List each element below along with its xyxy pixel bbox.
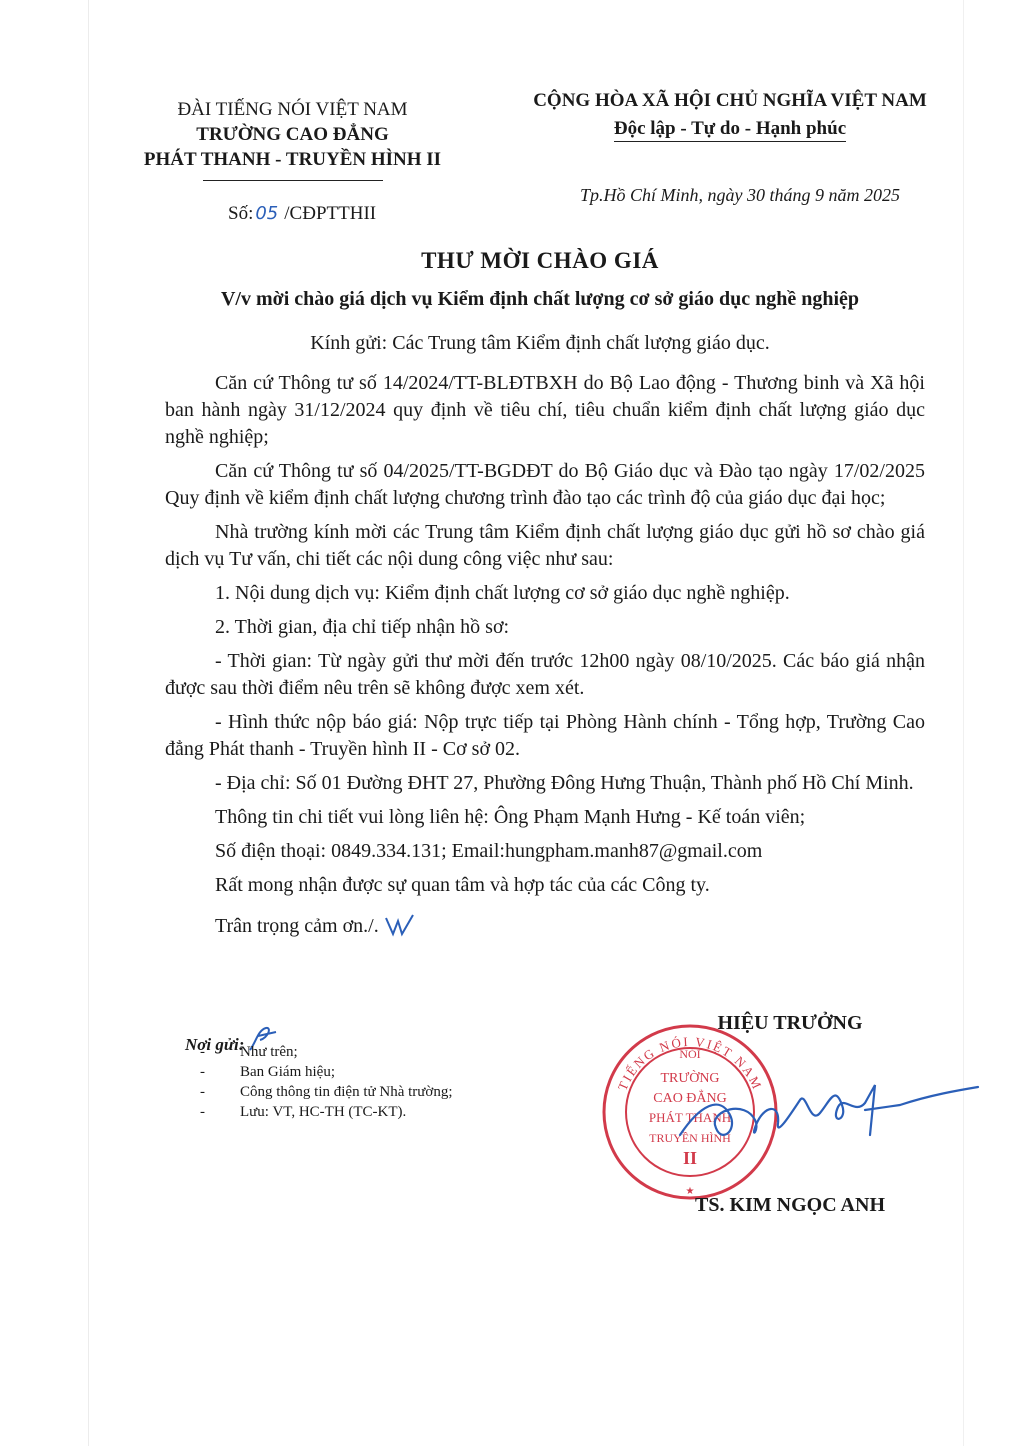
issuer-school-line2: PHÁT THANH - TRUYỀN HÌNH II: [143, 149, 442, 170]
stamp-line: II: [682, 1148, 698, 1168]
stamp-line: CAO ĐẲNG: [653, 1091, 727, 1106]
phone-email-line: Số điện thoại: 0849.334.131; Email:hungpham.manh87@gmail.com: [215, 840, 763, 862]
stamp-line: TRUYỀN HÌNH: [649, 1131, 731, 1145]
initial-mark-icon: [383, 912, 417, 938]
document-title: THƯ MỜI CHÀO GIÁ: [421, 248, 659, 273]
stamp-line: TRƯỜNG: [660, 1071, 720, 1086]
document-number-prefix: Số:: [228, 203, 254, 224]
page-edge-left: [88, 0, 89, 1446]
document-subject: V/v mời chào giá dịch vụ Kiểm định chất lượng cơ sở giáo dục nghề nghiệp: [220, 288, 860, 310]
date-line: Tp.Hồ Chí Minh, ngày 30 tháng 9 năm 2025: [579, 185, 900, 205]
national-header: [500, 87, 960, 143]
page-edge-right: [963, 0, 964, 1446]
body-detail: - Hình thức nộp báo giá: Nộp trực tiếp tại Phòng Hành chính - Tổng hợp, Trường Cao đẳng Phát thanh - Truyền hình II - Cơ sở 02.: [165, 711, 925, 760]
stamp-line: PHÁT THANH: [648, 1110, 732, 1125]
body-item: 2. Thời gian, địa chỉ tiếp nhận hồ sơ:: [215, 616, 510, 638]
stamp-ring-text: TIẾNG NÓI VIỆT NAM: [614, 1034, 766, 1093]
body-paragraph: Căn cứ Thông tư số 04/2025/TT-BGDĐT do Bộ Giáo dục và Đào tạo ngày 17/02/2025 Quy định về kiểm định chất lượng chương trình đào tạo các trình độ của giáo dục đại học;: [165, 460, 925, 509]
document-number: [228, 203, 376, 225]
thanks-line: Trân trọng cảm ơn./.: [165, 906, 925, 940]
handwritten-signature: [660, 1065, 980, 1165]
issuer-header: [130, 97, 455, 181]
body-item: 1. Nội dung dịch vụ: Kiểm định chất lượng cơ sở giáo dục nghề nghiệp.: [215, 582, 790, 604]
document-number-value: 05: [255, 203, 279, 224]
recipients-label: Nơi gửi:: [185, 1020, 280, 1055]
body-paragraph: Căn cứ Thông tư số 14/2024/TT-BLĐTBXH do Bộ Lao động - Thương binh và Xã hội ban hành ngày 31/12/2024 quy định về tiêu chí, tiêu chuẩn kiểm định chất lượng giáo dục nghề nghiệp;: [165, 372, 925, 448]
issuer-school-line1: TRƯỜNG CAO ĐẲNG: [196, 124, 389, 145]
signer-title: HIỆU TRƯỞNG: [717, 1012, 863, 1034]
recipient-item: - Công thông tin điện tử Nhà trường;: [200, 1082, 453, 1102]
issuer-parent: ĐÀI TIẾNG NÓI VIỆT NAM: [177, 99, 408, 120]
document-number-suffix: /CĐPTTHII: [284, 203, 377, 224]
body-detail: - Thời gian: Từ ngày gửi thư mời đến trước 12h00 ngày 08/10/2025. Các báo giá nhận được sau thời điểm nêu trên sẽ không được xem xét.: [165, 650, 925, 699]
recipient-item: - Ban Giám hiệu;: [200, 1062, 453, 1082]
body-paragraph: Nhà trường kính mời các Trung tâm Kiểm định chất lượng giáo dục gửi hồ sơ chào giá dịch vụ Tư vấn, chi tiết các nội dung công việc như sau:: [165, 521, 925, 570]
recipients-list: [200, 1042, 453, 1122]
national-motto: Độc lập - Tự do - Hạnh phúc: [614, 117, 846, 142]
closing-line: Rất mong nhận được sự quan tâm và hợp tác của các Công ty.: [215, 874, 710, 896]
svg-text:★: ★: [685, 1186, 695, 1197]
signer-name: TS. KIM NGỌC ANH: [694, 1194, 886, 1216]
contact-line: Thông tin chi tiết vui lòng liên hệ: Ông Phạm Mạnh Hưng - Kế toán viên;: [215, 806, 806, 828]
document-body: [165, 370, 925, 947]
recipient-item: - Như trên;: [200, 1042, 453, 1062]
stamp-top-text: NÓI: [679, 1047, 701, 1061]
issuer-divider: [203, 180, 383, 181]
greeting: Kính gửi: Các Trung tâm Kiểm định chất lượng giáo dục.: [310, 332, 770, 354]
body-detail: - Địa chỉ: Số 01 Đường ĐHT 27, Phường Đông Hưng Thuận, Thành phố Hồ Chí Minh.: [215, 772, 914, 794]
recipient-item: - Lưu: VT, HC-TH (TC-KT).: [200, 1102, 453, 1122]
national-title: CỘNG HÒA XÃ HỘI CHỦ NGHĨA VIỆT NAM: [533, 90, 927, 111]
